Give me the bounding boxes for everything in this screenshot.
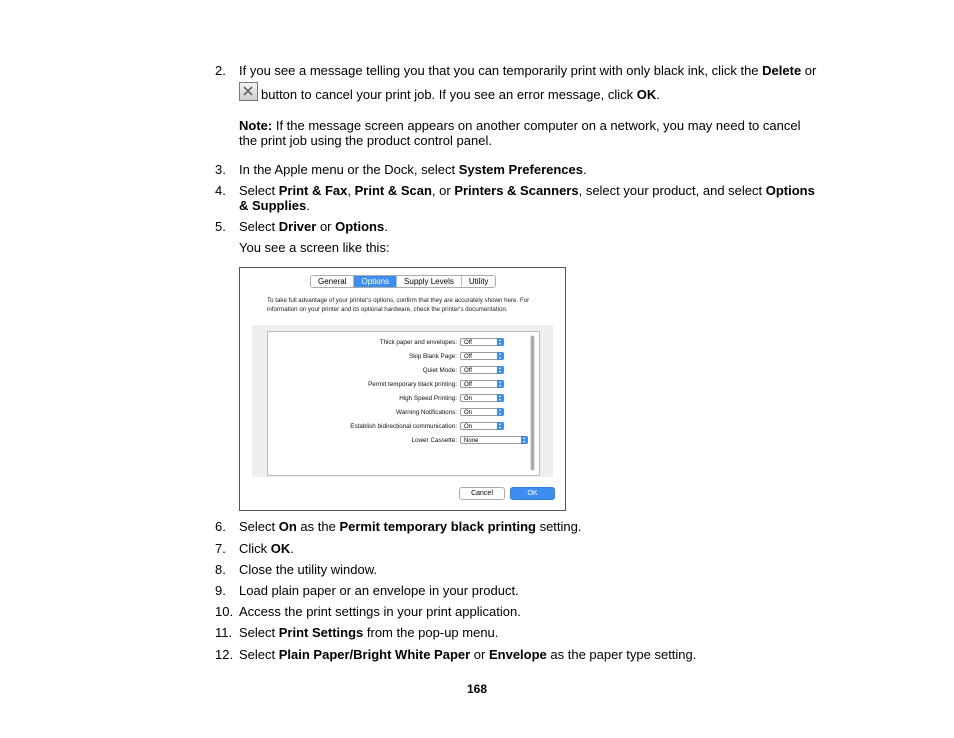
- options-dialog: [239, 267, 566, 511]
- setting-popup[interactable]: None: [460, 436, 528, 444]
- tab-general[interactable]: General: [311, 276, 354, 287]
- setting-popup[interactable]: On: [460, 408, 504, 416]
- step-text: Select Print & Fax, Print & Scan, or Printers & Scanners, select your product, and select Options & Supplies.: [239, 183, 815, 213]
- tab-utility[interactable]: Utility: [468, 277, 489, 286]
- popup-arrows-icon: [521, 436, 528, 444]
- popup-arrows-icon: [497, 422, 504, 430]
- note: Note: If the message screen appears on another computer on a network, you may need to cancel: [239, 118, 801, 133]
- step-number: 4.: [215, 183, 226, 198]
- setting-popup[interactable]: Off: [460, 338, 504, 346]
- close-icon: [239, 82, 258, 101]
- popup-arrows-icon: [497, 338, 504, 346]
- setting-label: Skip Blank Page:: [409, 353, 457, 360]
- setting-label: Permit temporary black printing:: [368, 381, 457, 388]
- step-text: button to cancel your print job. If you see an error message, click OK.: [239, 82, 829, 102]
- step-number: 6.: [215, 519, 226, 534]
- setting-row: [268, 380, 530, 389]
- setting-label: Thick paper and envelopes:: [379, 339, 457, 346]
- setting-popup[interactable]: Off: [460, 380, 504, 388]
- ok-button[interactable]: OK: [510, 487, 555, 500]
- setting-row: [268, 352, 530, 361]
- step-number: 3.: [215, 162, 226, 177]
- step-text: Select On as the Permit temporary black printing setting.: [239, 519, 582, 534]
- setting-row: [268, 408, 530, 417]
- step-number: 10.: [215, 604, 234, 619]
- setting-label: Warning Notifications:: [395, 409, 457, 416]
- step-text: Select Driver or Options. You see a screen like this:: [239, 219, 829, 255]
- popup-arrows-icon: [497, 380, 504, 388]
- step-text: Access the print settings in your print application.: [239, 604, 521, 619]
- setting-popup[interactable]: On: [460, 422, 504, 430]
- step-text: Select Print Settings from the pop-up menu.: [239, 625, 499, 640]
- popup-arrows-icon: [497, 394, 504, 402]
- scrollbar[interactable]: [530, 335, 535, 471]
- scrollbar-thumb[interactable]: [531, 336, 534, 470]
- step-text: If you see a message telling you that you can temporarily print with only black ink, click the Delete or: [239, 63, 817, 78]
- step-text: Load plain paper or an envelope in your product.: [239, 583, 519, 598]
- popup-arrows-icon: [497, 366, 504, 374]
- step-text: Select Plain Paper/Bright White Paper or Envelope as the paper type setting.: [239, 647, 697, 662]
- setting-row: [268, 422, 530, 431]
- setting-row: [268, 394, 530, 403]
- step-number: 8.: [215, 562, 226, 577]
- settings-panel: [267, 331, 540, 476]
- popup-arrows-icon: [497, 352, 504, 360]
- setting-popup[interactable]: On: [460, 394, 504, 402]
- setting-label: High Speed Printing:: [399, 395, 457, 402]
- setting-row: [268, 436, 530, 445]
- step-text: Close the utility window.: [239, 562, 378, 577]
- step-number: 12.: [215, 647, 234, 662]
- step-text: In the Apple menu or the Dock, select System Preferences.: [239, 162, 587, 177]
- setting-row: [268, 366, 530, 375]
- step-number: 11.: [215, 625, 233, 640]
- note-continued: the print job using the product control panel.: [239, 133, 492, 148]
- setting-popup[interactable]: Off: [460, 366, 504, 374]
- setting-label: Establish bidirectional communication:: [350, 423, 457, 430]
- tab-bar: [310, 275, 496, 288]
- setting-label: Quiet Mode:: [422, 367, 457, 374]
- step-number: 5.: [215, 219, 226, 234]
- popup-arrows-icon: [497, 408, 504, 416]
- setting-row: [268, 338, 530, 347]
- step-text: Click OK.: [239, 541, 294, 556]
- page-number: 168: [466, 682, 488, 696]
- tab-supply-levels[interactable]: Supply Levels: [397, 276, 462, 287]
- cancel-button[interactable]: Cancel: [459, 487, 505, 500]
- step-number: 7.: [215, 541, 226, 556]
- step-number: 2.: [215, 63, 226, 78]
- tab-options[interactable]: Options: [354, 276, 397, 287]
- step-number: 9.: [215, 583, 226, 598]
- setting-label: Lower Cassette:: [411, 437, 457, 444]
- dialog-description: To take full advantage of your printer's options, confirm that they are accurately shown here. For information on your printer and its optional hardware, check the printer's documentation.: [267, 297, 530, 313]
- setting-popup[interactable]: Off: [460, 352, 504, 360]
- step-subtext: You see a screen like this:: [239, 240, 390, 255]
